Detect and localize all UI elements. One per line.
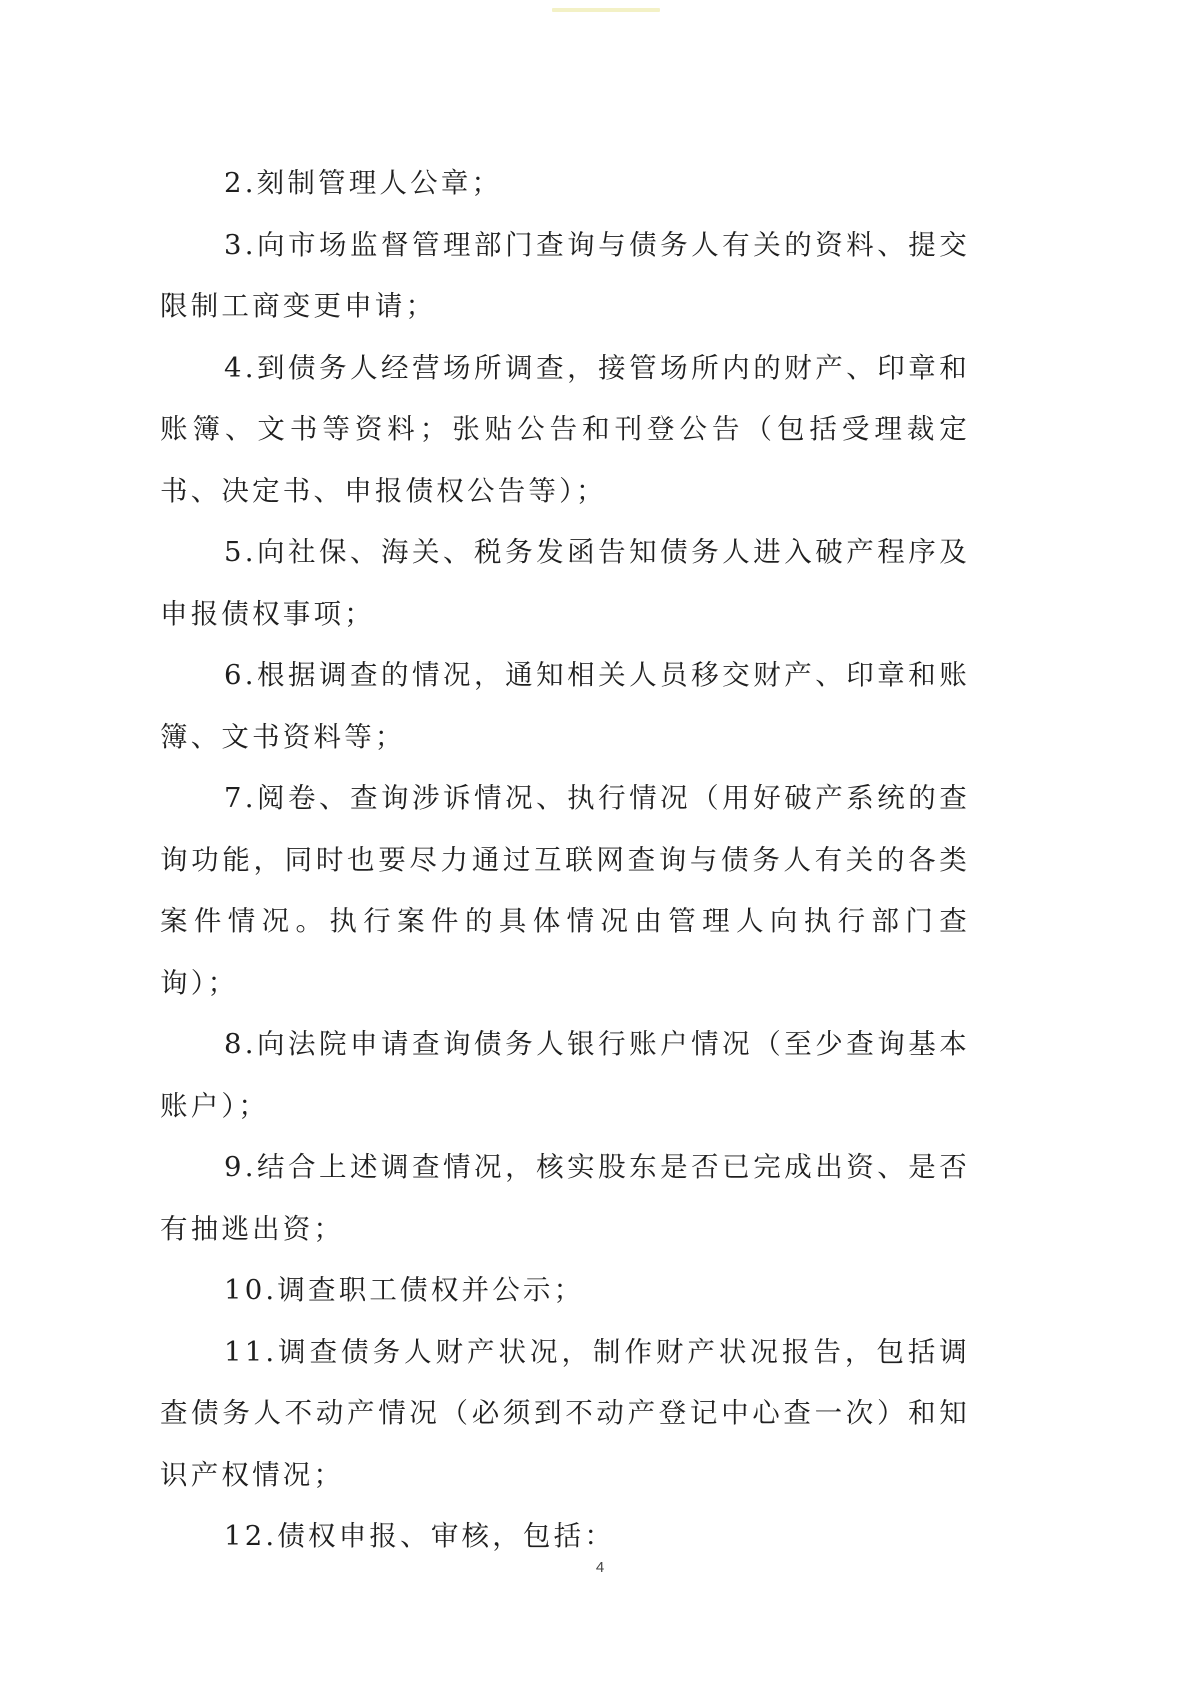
paragraph-item-8: 8.向法院申请查询债务人银行账户情况（至少查询基本账户）； <box>160 1028 970 1122</box>
paragraph-item-7: 7.阅卷、查询涉诉情况、执行情况（用好破产系统的查询功能，同时也要尽力通过互联网查询与债务人有关的各类案件情况。执行案件的具体情况由管理人向执行部门查询）； <box>160 782 970 999</box>
paragraph-item-2: 2.刻制管理人公章； <box>224 167 503 199</box>
paragraph-item-11: 11.调查债务人财产状况，制作财产状况报告，包括调查债务人不动产情况（必须到不动产登记中心查一次）和知识产权情况； <box>160 1335 970 1491</box>
paragraph-item-5: 5.向社保、海关、税务发函告知债务人进入破产程序及申报债权事项； <box>160 536 970 630</box>
paragraph-item-9: 9.结合上述调查情况，核实股东是否已完成出资、是否有抽逃出资； <box>160 1151 970 1245</box>
paragraph-item-12: 12.债权申报、审核，包括： <box>224 1520 616 1552</box>
paragraph-item-10: 10.调查职工债权并公示； <box>224 1274 585 1306</box>
scan-mark <box>552 8 660 12</box>
document-body <box>160 153 970 1568</box>
paragraph-item-3: 3.向市场监督管理部门查询与债务人有关的资料、提交限制工商变更申请； <box>160 228 970 322</box>
paragraph-item-4: 4.到债务人经营场所调查，接管场所内的财产、印章和账簿、文书等资料；张贴公告和刊登公告（包括受理裁定书、决定书、申报债权公告等）； <box>160 351 970 507</box>
page-number: 4 <box>595 1559 605 1576</box>
paragraph-item-6: 6.根据调查的情况，通知相关人员移交财产、印章和账簿、文书资料等； <box>160 659 970 753</box>
